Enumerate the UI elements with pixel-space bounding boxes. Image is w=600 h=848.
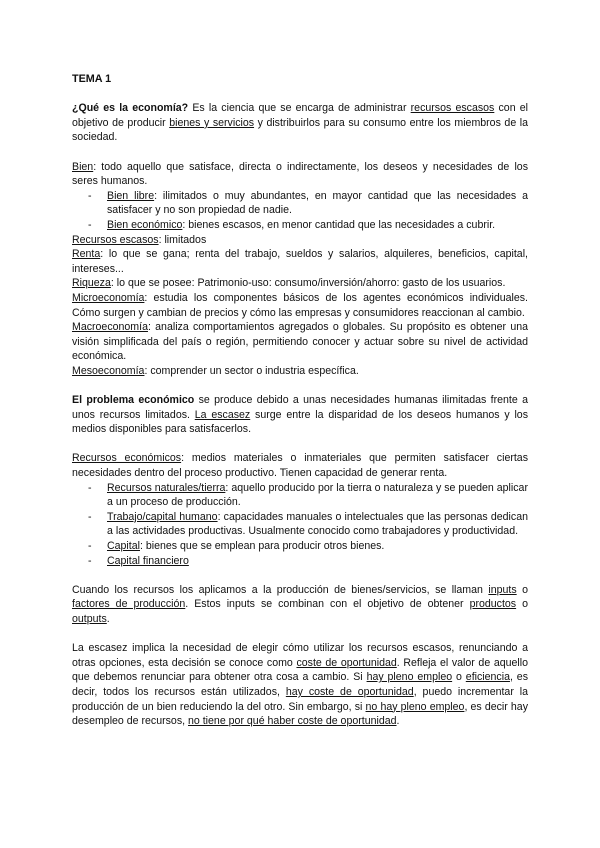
definition: Macroeconomía: analiza comportamientos agregados o globales. Su propósito es obtener una visión simplificada del país o región, permitiendo conocer y actuar sobre su nivel de actividad económica. [72,321,528,363]
problema-paragraph: El problema económico se produce debido a unas necesidades humanas ilimitadas frente a unos recursos limitados. La escasez surge entre la disparidad de los deseos humanos y los medios disponibles para satisfacerlos. [72,394,528,436]
list-item: - Recursos naturales/tierra: aquello producido por la tierra o naturaleza y se pueden aplicar a un proceso de producción. [88,481,528,509]
definition: Mesoeconomía: comprender un sector o industria específica. [72,364,359,377]
recursos-list [72,481,528,569]
document-page [72,72,528,729]
list-item: - Bien libre: ilimitados o muy abundantes, en mayor cantidad que las necesidades a satisfacer y no son propiedad de nadie. [88,189,528,217]
list-item: - Bien económico: bienes escasos, en menor cantidad que las necesidades a cubrir. [88,218,496,231]
page-title: TEMA 1 [72,73,112,85]
intro-paragraph: ¿Qué es la economía? Es la ciencia que se encarga de administrar recursos escasos con el objetivo de producir bienes y servicios y distribuirlos para su consumo entre los miembros de la sociedad. [72,102,529,144]
list-item: - Capital: bienes que se emplean para producir otros bienes. [88,540,385,552]
escasez-paragraph: La escasez implica la necesidad de elegir cómo utilizar los recursos escasos, renunciando a otras opciones, esta decisión se conoce como coste de oportunidad. Refleja el valor de aquello que debemos renunciar para obtener otra cosa a cambio. Si hay pleno empleo o eficiencia, es decir, todos los recursos están utilizados, hay coste de oportunidad, puedo incrementar la producción de un bien reduciendo la del otro. Sin embargo, si no hay pleno empleo, es decir hay desempleo de recursos, no tiene por qué haber coste de oportunidad. [72,642,528,728]
bien-definition: Bien: todo aquello que satisface, directa o indirectamente, los deseos y necesidades de los seres humanos. [72,160,528,188]
intro-question: ¿Qué es la economía? [72,102,189,115]
inputs-paragraph: Cuando los recursos los aplicamos a la producción de bienes/servicios, se llaman inputs o factores de producción. Estos inputs se combinan con el objetivo de obtener productos o outputs. [72,583,528,625]
bien-list [72,189,528,233]
term-recursos-escasos: recursos escasos [410,102,495,115]
term-bienes-servicios: bienes y servicios [169,116,255,129]
definition: Renta: lo que se gana; renta del trabajo, sueldos y salarios, alquileres, beneficios, capital, intereses... [72,248,528,275]
recursos-definition: Recursos económicos: medios materiales o inmateriales que permiten satisfacer ciertas necesidades dentro del proceso productivo. Tienen capacidad de generar renta. [72,452,528,480]
list-item: - Capital financiero [88,554,189,567]
definition: Recursos escasos: limitados [72,233,207,246]
list-item: - Trabajo/capital humano: capacidades manuales o intelectuales que las personas dedican a las actividades productivas. Usualmente conocido como trabajadores y productividad. [88,510,528,538]
definition: Riqueza: lo que se posee: Patrimonio-uso: consumo/inversión/ahorro: gasto de los usuarios. [72,277,506,290]
definition: Microeconomía: estudia los componentes básicos de los agentes económicos individuales. Cómo surgen y cambian de precios y cómo las empresas y consumidores reaccionan al cambio. [72,291,528,319]
